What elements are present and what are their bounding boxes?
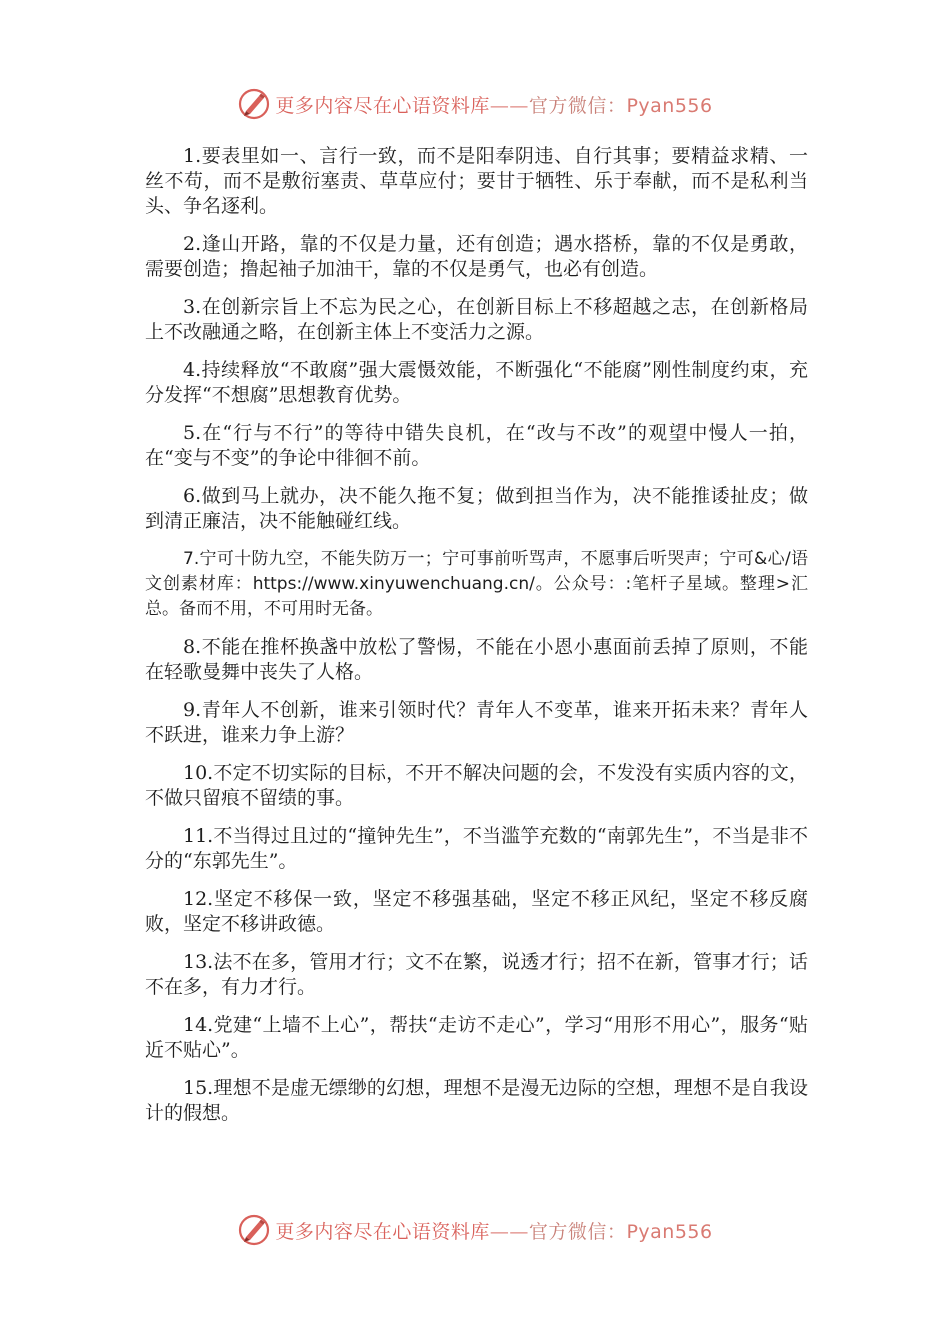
banner-account: Pyan556 bbox=[626, 94, 713, 117]
paragraph-4: 4.持续释放“不敢腐”强大震慑效能，不断强化“不能腐”刚性制度约束，充分发挥“不想腐”思想教育优势。 bbox=[145, 359, 808, 406]
paragraph-15: 15.理想不是虚无缥缈的幻想，理想不是漫无边际的空想，理想不是自我设计的假想。 bbox=[145, 1077, 808, 1124]
banner-wechat-label: 官方微信： bbox=[528, 1220, 627, 1243]
paragraph-3: 3.在创新宗旨上不忘为民之心，在创新目标上不移超越之志，在创新格局上不改融通之略，在创新主体上不变活力之源。 bbox=[145, 296, 808, 343]
pen-logo-icon bbox=[237, 1213, 271, 1247]
header-banner bbox=[0, 84, 950, 124]
paragraph-5: 5.在“行与不行”的等待中错失良机，在“改与不改”的观望中慢人一拍，在“变与不变”的争论中徘徊不前。 bbox=[145, 422, 808, 469]
footer-banner bbox=[0, 1210, 950, 1250]
document-body bbox=[145, 144, 808, 1139]
paragraph-14: 14.党建“上墙不上心”，帮扶“走访不走心”，学习“用形不用心”，服务“贴近不贴心”。 bbox=[145, 1014, 808, 1061]
paragraph-7: 7.宁可十防九空，不能失防万一；宁可事前听骂声，不愿事后听哭声；宁可&心/语文创素材库：https://www.xinyuwenchuang.cn/。公众号：:笔杆子星域。整理>汇总。备而不用，不可用时无备。 bbox=[145, 549, 808, 619]
banner-text bbox=[275, 1217, 712, 1244]
banner-wechat-label: 官方微信： bbox=[528, 94, 627, 117]
paragraph-12: 12.坚定不移保一致，坚定不移强基础，坚定不移正风纪，坚定不移反腐败，坚定不移讲政德。 bbox=[145, 888, 808, 935]
banner-title: 更多内容尽在心语资料库 bbox=[275, 1220, 490, 1243]
banner-account: Pyan556 bbox=[626, 1220, 713, 1243]
paragraph-13: 13.法不在多，管用才行；文不在繁，说透才行；招不在新，管事才行；话不在多，有力才行。 bbox=[145, 951, 808, 998]
banner-text bbox=[275, 91, 712, 118]
paragraph-8: 8.不能在推杯换盏中放松了警惕，不能在小恩小惠面前丢掉了原则，不能在轻歌曼舞中丧失了人格。 bbox=[145, 636, 808, 683]
banner-dash: —— bbox=[489, 1220, 529, 1243]
banner-title: 更多内容尽在心语资料库 bbox=[275, 94, 490, 117]
paragraph-6: 6.做到马上就办，决不能久拖不复；做到担当作为，决不能推诿扯皮；做到清正廉洁，决不能触碰红线。 bbox=[145, 485, 808, 532]
paragraph-10: 10.不定不切实际的目标，不开不解决问题的会，不发没有实质内容的文，不做只留痕不留绩的事。 bbox=[145, 762, 808, 809]
paragraph-1: 1.要表里如一、言行一致，而不是阳奉阴违、自行其事；要精益求精、一丝不苟，而不是敷衍塞责、草草应付；要甘于牺牲、乐于奉献，而不是私利当头、争名逐利。 bbox=[145, 145, 808, 217]
paragraph-2: 2.逢山开路，靠的不仅是力量，还有创造；遇水搭桥，靠的不仅是勇敢，需要创造；撸起袖子加油干，靠的不仅是勇气，也必有创造。 bbox=[145, 233, 808, 280]
paragraph-9: 9.青年人不创新，谁来引领时代？青年人不变革，谁来开拓未来？青年人不跃进，谁来力争上游？ bbox=[145, 699, 808, 746]
banner-dash: —— bbox=[489, 94, 529, 117]
paragraph-11: 11.不当得过且过的“撞钟先生”，不当滥竽充数的“南郭先生”，不当是非不分的“东郭先生”。 bbox=[145, 825, 808, 872]
pen-logo-icon bbox=[237, 87, 271, 121]
